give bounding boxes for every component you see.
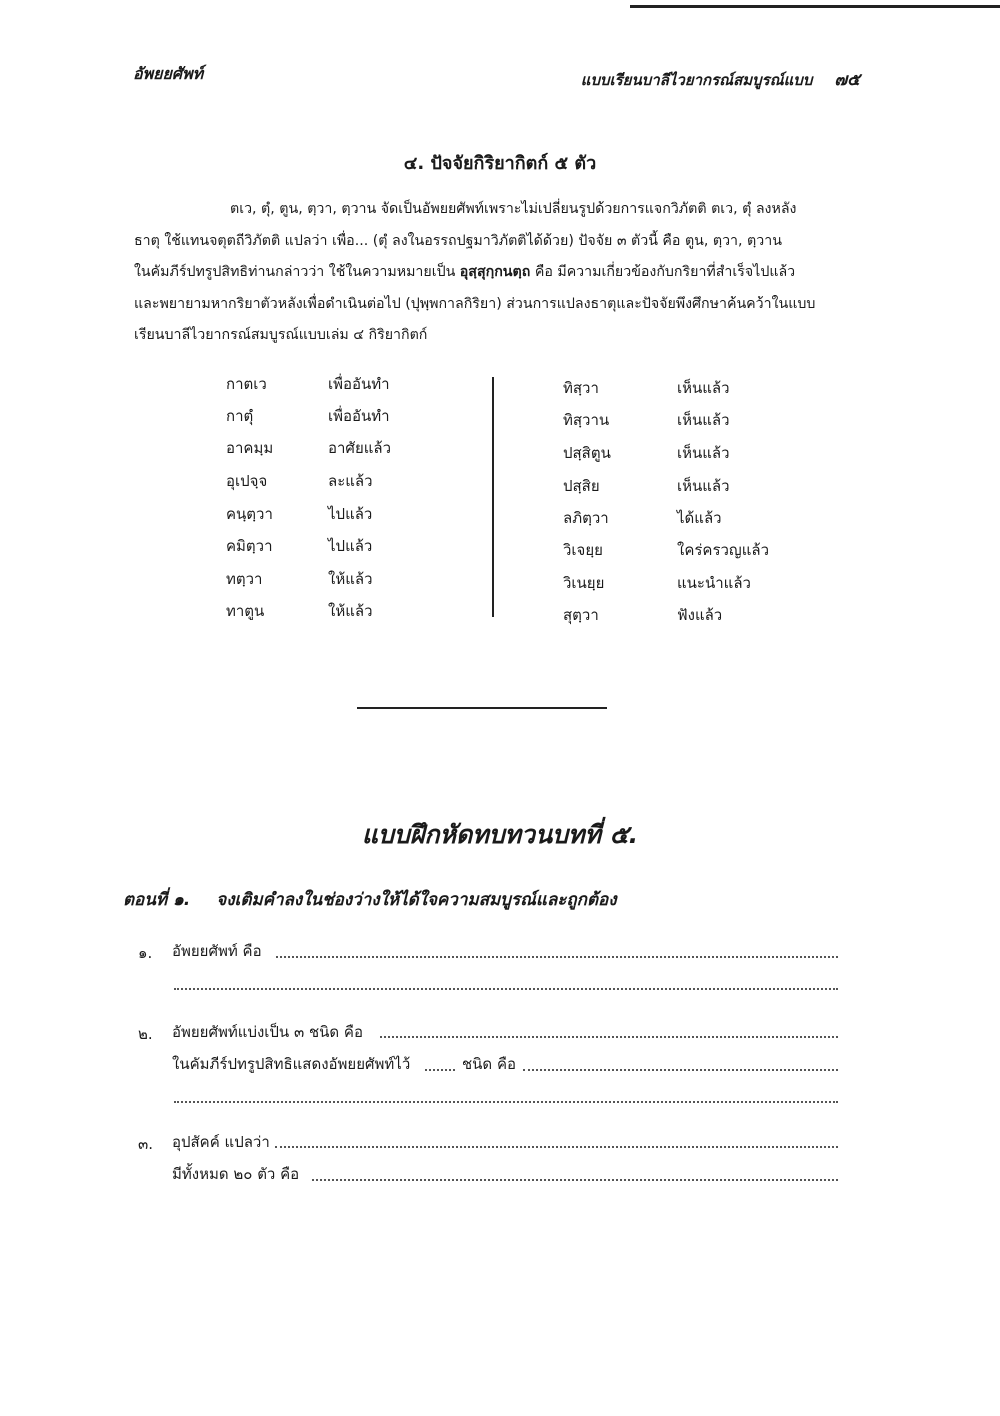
vocab-term: ทาตูน: [226, 602, 265, 620]
question-2-answer-blank[interactable]: [380, 1036, 838, 1038]
vocab-term: ปสฺสิตูน: [563, 444, 611, 462]
question-2-sub-a: ในคัมภีร์ปทรูปสิทธิแสดงอัพยยศัพท์ไว้: [172, 1055, 411, 1073]
vocab-gloss: ไปแล้ว: [328, 505, 373, 523]
section-end-rule: [357, 707, 607, 709]
question-3-sub-a: มีทั้งหมด ๒๐ ตัว คือ: [172, 1165, 300, 1183]
vocab-term: ทตฺวา: [226, 570, 263, 588]
vocab-gloss: เห็นแล้ว: [677, 411, 730, 429]
body-line-3: [134, 257, 854, 289]
vocab-term: อุเปจฺจ: [226, 472, 268, 490]
body-line-2: ธาตุ ใช้แทนจตุตถีวิภัตติ แปลว่า เพื่อ... (ตุํ ลงในอรรถปฐมาวิภัตติได้ด้วย) ปัจจัย ๓ ตัวนี้ คือ ตูน, ตฺวา, ตฺวาน: [134, 232, 782, 249]
question-2-text: อัพยยศัพท์แบ่งเป็น ๓ ชนิด คือ: [172, 1023, 363, 1041]
vocab-gloss: ใคร่ครวญแล้ว: [677, 541, 769, 559]
question-1-text: อัพยยศัพท์ คือ: [172, 942, 262, 960]
vocab-gloss: เห็นแล้ว: [677, 477, 730, 495]
vocab-column-divider: [492, 377, 494, 617]
body-line-3-pre: ในคัมภีร์ปทรูปสิทธิท่านกล่าวว่า ใช้ในความหมายเป็น: [134, 264, 460, 280]
vocab-gloss: เพื่ออันทำ: [328, 407, 390, 425]
part-label: ตอนที่ ๑.: [123, 890, 191, 910]
vocab-term: กาตเว: [226, 375, 267, 393]
vocab-term: คนฺตฺวา: [226, 505, 273, 523]
running-head-title: แบบเรียนบาลีไวยากรณ์สมบูรณ์แบบ: [580, 71, 813, 89]
part-instruction: จงเติมคำลงในช่องว่างให้ได้ใจความสมบูรณ์และถูกต้อง: [216, 890, 617, 910]
question-1-answer-blank[interactable]: [276, 956, 838, 958]
vocab-right-column: [563, 376, 823, 636]
question-3-list-blank[interactable]: [312, 1179, 838, 1181]
question-1-answer-blank-2[interactable]: [174, 988, 838, 990]
body-line-4: และพยายามหากริยาตัวหลังเพื่อดำเนินต่อไป (ปุพฺพกาลกิริยา) ส่วนการแปลงธาตุและปัจจัยพึงศึกษาค้นคว้าในแบบ: [134, 295, 816, 312]
body-line-5: เรียนบาลีไวยากรณ์สมบูรณ์แบบเล่ม ๔ กิริยากิตก์: [134, 327, 428, 343]
question-2-answer-blank-3[interactable]: [174, 1101, 838, 1103]
body-paragraph: [134, 194, 854, 352]
vocab-gloss: แนะนำแล้ว: [677, 574, 751, 592]
running-head-right: [581, 66, 860, 93]
vocab-term: วิเนยฺย: [563, 574, 605, 592]
question-3-text: อุปสัคค์ แปลว่า: [172, 1133, 270, 1151]
vocab-gloss: ฟังแล้ว: [677, 606, 723, 624]
vocab-gloss: ละแล้ว: [328, 472, 373, 490]
vocab-left-column: [226, 372, 456, 632]
vocab-term: ทิสฺวา: [563, 379, 599, 397]
exercise-title: แบบฝึกหัดทบทวนบทที่ ๕.: [361, 820, 639, 849]
question-2-types-blank[interactable]: [523, 1069, 838, 1071]
question-3-number: ๓.: [138, 1135, 154, 1153]
vocab-gloss: ได้แล้ว: [677, 509, 722, 527]
page-number: ๗๕: [834, 70, 860, 90]
question-2-sub-b: ชนิด คือ: [462, 1055, 516, 1073]
question-2-number: ๒.: [138, 1025, 153, 1043]
section-title: ๔. ปัจจัยกิริยากิตก์ ๕ ตัว: [403, 153, 597, 174]
vocab-gloss: อาศัยแล้ว: [328, 439, 392, 457]
vocab-gloss: ไปแล้ว: [328, 537, 373, 555]
question-3-answer-blank[interactable]: [275, 1146, 838, 1148]
vocab-term: ลภิตฺวา: [563, 509, 609, 527]
body-line-3-post: คือ มีความเกี่ยวข้องกับกริยาที่สำเร็จไปแล้ว: [530, 264, 796, 280]
vocab-term: กาตุํ: [226, 407, 254, 425]
vocab-term: คมิตฺวา: [226, 537, 273, 555]
vocab-gloss: เพื่ออันทำ: [328, 375, 390, 393]
vocab-gloss: เห็นแล้ว: [677, 379, 730, 397]
vocab-term: วิเจยฺย: [563, 541, 603, 559]
vocab-term: ปสฺสิย: [563, 477, 600, 495]
vocab-gloss: เห็นแล้ว: [677, 444, 730, 462]
body-line-1: ตเว, ตุํ, ตูน, ตฺวา, ตฺวาน จัดเป็นอัพยยศัพท์เพราะไม่เปลี่ยนรูปด้วยการแจกวิภัตติ ตเว, ตุํ ลงหลัง: [230, 201, 797, 217]
question-2-count-blank[interactable]: [425, 1069, 455, 1071]
vocab-gloss: ให้แล้ว: [328, 602, 373, 620]
vocab-gloss: ให้แล้ว: [328, 570, 373, 588]
body-line-3-bold-term: อุสฺสุกฺกนตฺถ: [459, 264, 531, 280]
running-head-left: อัพยยศัพท์: [133, 64, 204, 83]
question-1-number: ๑.: [138, 944, 153, 962]
page-top-rule: [630, 5, 1000, 8]
vocab-term: สุตฺวา: [563, 606, 599, 624]
part-heading: [123, 886, 617, 913]
vocab-term: อาคมฺม: [226, 439, 274, 457]
vocab-term: ทิสฺวาน: [563, 411, 610, 429]
